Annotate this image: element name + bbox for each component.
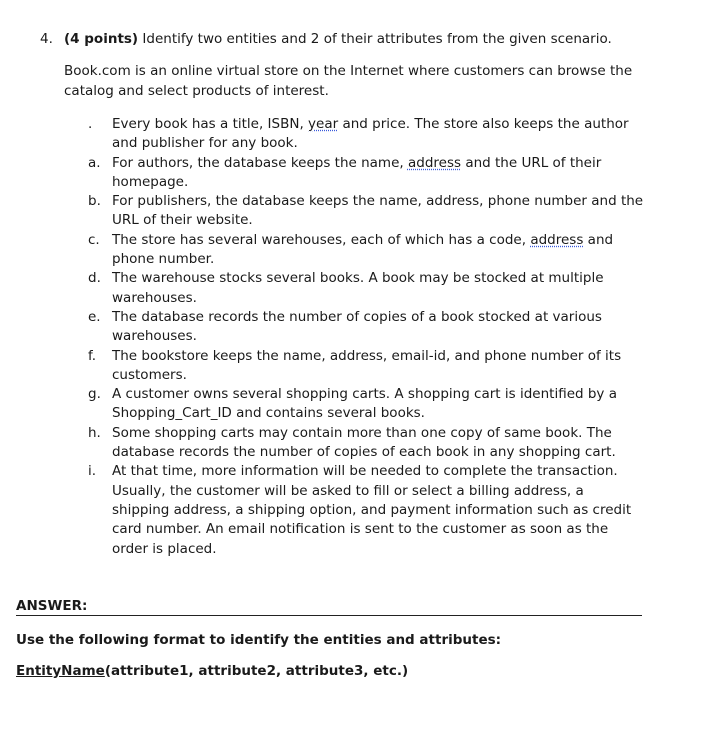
- item-text: At that time, more information will be needed to complete the transaction. Usually, the customer will be asked to fill or select a billing address, a shipping address, a shipping option, and payment information such as credit card number. An email notification is sent to the customer as soon as the order is placed.: [112, 463, 632, 557]
- scenario-list: [84, 115, 644, 559]
- item-text-post: and phone number.: [112, 231, 614, 268]
- list-item: [84, 424, 644, 463]
- list-marker: d.: [88, 270, 101, 287]
- list-item: [84, 308, 644, 347]
- item-text: The warehouse stocks several books. A book may be stocked at multiple warehouses.: [112, 270, 604, 306]
- question-number: 4.: [40, 31, 53, 47]
- format-instruction: Use the following format to identify the entities and attributes:: [16, 632, 502, 648]
- item-text-pre: Every book has a title, ISBN,: [112, 116, 309, 132]
- list-item: [84, 154, 644, 193]
- list-item: [84, 192, 644, 231]
- question-prompt: Identify two entities and 2 of their attributes from the given scenario.: [138, 31, 612, 47]
- item-text: For publishers, the database keeps the name, address, phone number and the URL of their website.: [112, 193, 644, 229]
- item-text: The database records the number of copies of a book stocked at various warehouses.: [112, 308, 602, 345]
- list-marker: f.: [88, 347, 97, 364]
- example-entity-name: EntityName: [16, 663, 105, 679]
- question-points: (4 points): [64, 31, 139, 47]
- list-marker: h.: [88, 424, 101, 441]
- list-item: [84, 385, 644, 424]
- list-marker: a.: [88, 154, 101, 171]
- scenario-intro: Book.com is an online virtual store on the Internet where customers can browse the catalog and select products of interest.: [64, 63, 633, 99]
- list-item: [84, 115, 644, 154]
- list-item: [84, 462, 644, 558]
- spellcheck-word: address: [530, 231, 584, 248]
- list-item: [84, 269, 644, 308]
- list-marker: e.: [88, 308, 101, 325]
- format-example: [16, 662, 408, 680]
- question-header: [40, 30, 612, 48]
- item-text: A customer owns several shopping carts. A shopping cart is identified by a Shopping_Cart_ID and contains several books.: [112, 386, 617, 422]
- list-item: [84, 347, 644, 386]
- list-marker: i.: [88, 463, 97, 480]
- item-text-post: and price. The store also keeps the author and publisher for any book.: [112, 116, 629, 152]
- item-text-post: and the URL of their homepage.: [112, 154, 602, 190]
- list-marker: b.: [88, 193, 101, 210]
- item-text-pre: The store has several warehouses, each of which has a code,: [112, 231, 531, 248]
- list-marker: .: [88, 116, 93, 132]
- list-item: [84, 231, 644, 270]
- answer-divider: [16, 615, 642, 616]
- list-marker: g.: [88, 386, 101, 403]
- item-text: The bookstore keeps the name, address, email-id, and phone number of its customers.: [112, 347, 622, 383]
- list-marker: c.: [88, 231, 100, 248]
- spellcheck-word: year: [308, 116, 339, 132]
- item-text-pre: For authors, the database keeps the name,: [112, 154, 408, 171]
- example-attributes: (attribute1, attribute2, attribute3, etc.): [104, 663, 409, 679]
- answer-label: ANSWER:: [16, 598, 88, 614]
- spellcheck-word: address: [407, 154, 462, 171]
- item-text: Some shopping carts may contain more than one copy of same book. The database records the number of copies of each book in any shopping cart.: [112, 424, 616, 461]
